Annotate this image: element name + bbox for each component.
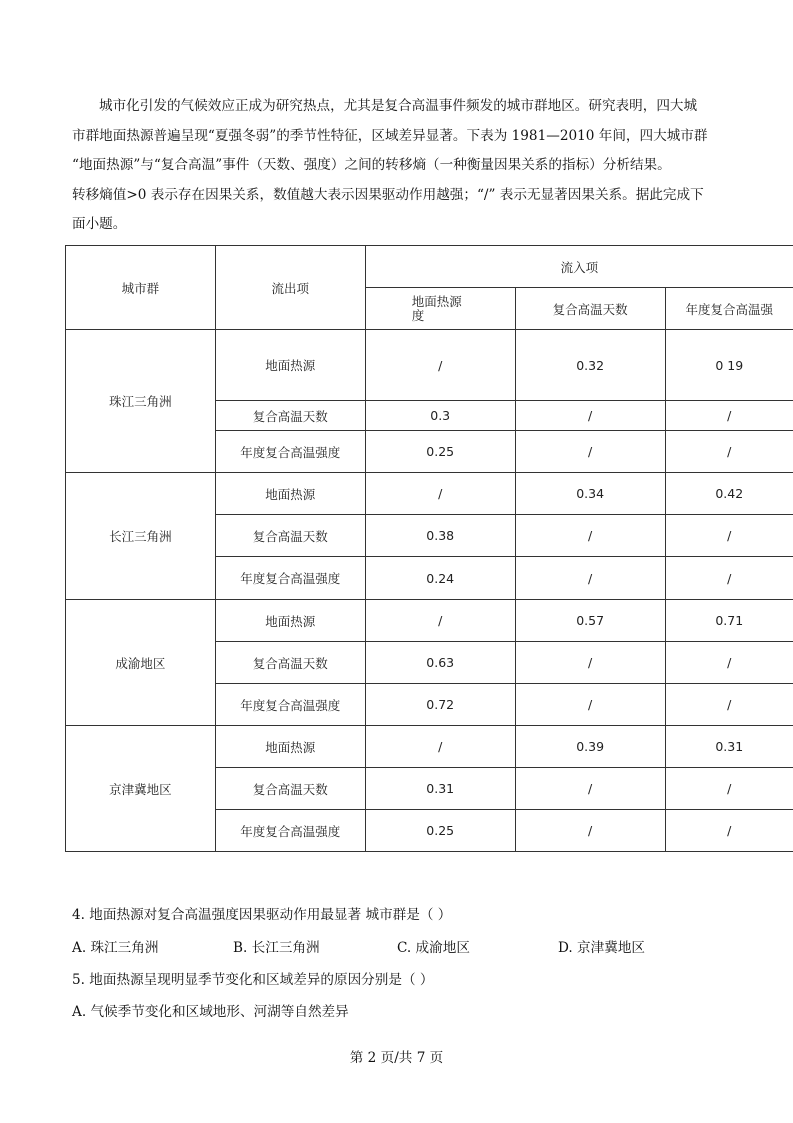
cell-value: / [365,473,515,515]
cell-value: / [665,557,793,600]
row-item: 年度复合高温强度 [215,431,365,473]
cell-value: 0.57 [515,600,665,642]
group-name: 长江三角洲 [66,473,216,600]
cell-value: 0.34 [515,473,665,515]
intro-line-2: 市群地面热源普遍呈现“夏强冬弱”的季节性特征，区域差异显著。下表为 1981—2010 年间，四大城市群 [72,127,708,144]
question-4-option-b[interactable]: B. 长江三角洲 [233,940,320,956]
cell-value: 0.72 [365,684,515,726]
header-city-group: 城市群 [66,246,216,330]
cell-value: / [515,557,665,600]
row-item: 地面热源 [215,600,365,642]
row-item: 年度复合高温强度 [215,557,365,600]
intro-line-4: 转移熵值>0 表示存在因果关系，数值越大表示因果驱动作用越强；“/” 表示无显著因果关系。据此完成下 [72,186,704,203]
question-5-option-a[interactable]: A. 气候季节变化和区域地形、河湖等自然差异 [72,1004,349,1020]
cell-value: 0.39 [515,726,665,768]
cell-value: / [665,684,793,726]
cell-value: / [515,515,665,557]
transfer-entropy-table [65,245,793,852]
cell-value: 0.3 [365,401,515,431]
cell-value: 0.42 [665,473,793,515]
cell-value: 0.24 [365,557,515,600]
intro-line-1: 城市化引发的气候效应正成为研究热点，尤其是复合高温事件频发的城市群地区。研究表明，四大城 [99,98,698,114]
cell-value: / [515,684,665,726]
question-4-option-a[interactable]: A. 珠江三角洲 [72,940,159,956]
cell-value: / [665,431,793,473]
group-name: 成渝地区 [66,600,216,726]
page-footer: 第 2 页/共 7 页 [349,1050,444,1066]
group-name: 珠江三角洲 [66,330,216,473]
intro-paragraph [72,92,732,240]
row-item: 复合高温天数 [215,642,365,684]
cell-value: 0 19 [665,330,793,401]
header-inflow-col-1: 地面热源度 [365,288,515,330]
header-inflow-col-2: 复合高温天数 [515,288,665,330]
row-item: 地面热源 [215,726,365,768]
cell-value: / [515,642,665,684]
header-inflow: 流入项 [365,246,793,288]
cell-value: 0.25 [365,431,515,473]
row-item: 地面热源 [215,473,365,515]
cell-value: / [365,600,515,642]
cell-value: / [515,768,665,810]
cell-value: / [515,431,665,473]
cell-value: / [665,515,793,557]
cell-value: / [515,810,665,852]
cell-value: 0.25 [365,810,515,852]
group-name: 京津冀地区 [66,726,216,852]
cell-value: / [515,401,665,431]
cell-value: 0.31 [365,768,515,810]
cell-value: 0.32 [515,330,665,401]
row-item: 复合高温天数 [215,768,365,810]
cell-value: 0.38 [365,515,515,557]
cell-value: / [365,330,515,401]
row-item: 年度复合高温强度 [215,684,365,726]
row-item: 地面热源 [215,330,365,401]
question-5-stem: 5. 地面热源呈现明显季节变化和区域差异的原因分别是（ ） [72,972,434,988]
header-outflow: 流出项 [215,246,365,330]
intro-line-3: “地面热源”与“复合高温”事件（天数、强度）之间的转移熵（一种衡量因果关系的指标）分析结果。 [72,157,671,173]
row-item: 复合高温天数 [215,401,365,431]
cell-value: / [365,726,515,768]
cell-value: / [665,642,793,684]
cell-value: 0.63 [365,642,515,684]
header-inflow-col-3: 年度复合高温强 [665,288,793,330]
question-4-stem: 4. 地面热源对复合高温强度因果驱动作用最显著 城市群是（ ） [72,907,452,923]
cell-value: / [665,401,793,431]
question-4-option-c[interactable]: C. 成渝地区 [397,940,470,956]
row-item: 复合高温天数 [215,515,365,557]
row-item: 年度复合高温强度 [215,810,365,852]
cell-value: 0.71 [665,600,793,642]
question-4-option-d[interactable]: D. 京津冀地区 [558,940,646,956]
intro-line-5: 面小题。 [72,216,127,232]
cell-value: 0.31 [665,726,793,768]
cell-value: / [665,768,793,810]
cell-value: / [665,810,793,852]
